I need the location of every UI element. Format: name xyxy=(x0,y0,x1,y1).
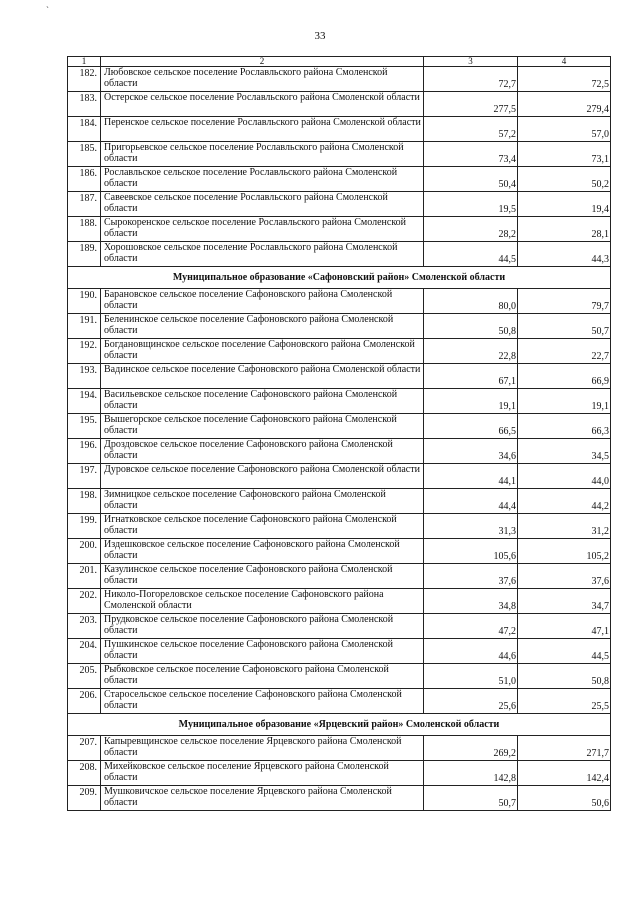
value-col3: 105,6 xyxy=(424,539,518,564)
table-row xyxy=(68,514,611,539)
value-col4: 25,5 xyxy=(518,689,611,714)
row-number: 190. xyxy=(68,289,101,314)
table-row xyxy=(68,539,611,564)
row-number: 199. xyxy=(68,514,101,539)
value-col4: 105,2 xyxy=(518,539,611,564)
settlement-name: Остерское сельское поселение Рославльского района Смоленской области xyxy=(101,92,424,117)
value-col3: 72,7 xyxy=(424,67,518,92)
table-row xyxy=(68,489,611,514)
value-col4: 34,5 xyxy=(518,439,611,464)
value-col4: 34,7 xyxy=(518,589,611,614)
table-row xyxy=(68,314,611,339)
value-col4: 44,5 xyxy=(518,639,611,664)
table-row xyxy=(68,614,611,639)
row-number: 183. xyxy=(68,92,101,117)
value-col3: 44,5 xyxy=(424,242,518,267)
row-number: 209. xyxy=(68,786,101,811)
section-title: Муниципальное образование «Сафоновский район» Смоленской области xyxy=(68,267,611,289)
settlement-name: Старосельское сельское поселение Сафоновского района Смоленской области xyxy=(101,689,424,714)
value-col3: 50,8 xyxy=(424,314,518,339)
value-col4: 31,2 xyxy=(518,514,611,539)
table-row xyxy=(68,192,611,217)
settlement-name: Савеевское сельское поселение Рославльского района Смоленской области xyxy=(101,192,424,217)
value-col4: 44,2 xyxy=(518,489,611,514)
page-number: 33 xyxy=(314,30,326,42)
settlement-name: Вышегорское сельское поселение Сафоновского района Смоленской области xyxy=(101,414,424,439)
value-col4: 79,7 xyxy=(518,289,611,314)
table-row xyxy=(68,761,611,786)
settlement-name: Издешковское сельское поселение Сафоновского района Смоленской области xyxy=(101,539,424,564)
value-col4: 66,9 xyxy=(518,364,611,389)
corner-mark: ` xyxy=(46,5,49,15)
value-col4: 44,3 xyxy=(518,242,611,267)
value-col3: 50,4 xyxy=(424,167,518,192)
value-col4: 279,4 xyxy=(518,92,611,117)
row-number: 208. xyxy=(68,761,101,786)
row-number: 197. xyxy=(68,464,101,489)
value-col3: 22,8 xyxy=(424,339,518,364)
settlement-name: Рыбковское сельское поселение Сафоновского района Смоленской области xyxy=(101,664,424,689)
row-number: 194. xyxy=(68,389,101,414)
settlement-name: Любовское сельское поселение Рославльского района Смоленской области xyxy=(101,67,424,92)
value-col3: 269,2 xyxy=(424,736,518,761)
row-number: 201. xyxy=(68,564,101,589)
value-col3: 57,2 xyxy=(424,117,518,142)
value-col4: 50,6 xyxy=(518,786,611,811)
table-row xyxy=(68,564,611,589)
settlement-name: Мушковичское сельское поселение Ярцевского района Смоленской области xyxy=(101,786,424,811)
table-row xyxy=(68,289,611,314)
settlement-name: Рославльское сельское поселение Рославльского района Смоленской области xyxy=(101,167,424,192)
settlement-name: Богдановщинское сельское поселение Сафоновского района Смоленской области xyxy=(101,339,424,364)
value-col3: 28,2 xyxy=(424,217,518,242)
row-number: 198. xyxy=(68,489,101,514)
row-number: 195. xyxy=(68,414,101,439)
value-col3: 277,5 xyxy=(424,92,518,117)
settlement-name: Перенское сельское поселение Рославльского района Смоленской области xyxy=(101,117,424,142)
settlement-name: Капыревщинское сельское поселение Ярцевского района Смоленской области xyxy=(101,736,424,761)
section-header-row xyxy=(68,267,611,289)
value-col4: 50,7 xyxy=(518,314,611,339)
value-col3: 47,2 xyxy=(424,614,518,639)
row-number: 196. xyxy=(68,439,101,464)
data-table xyxy=(67,56,611,811)
value-col4: 22,7 xyxy=(518,339,611,364)
row-number: 193. xyxy=(68,364,101,389)
row-number: 186. xyxy=(68,167,101,192)
table-row xyxy=(68,92,611,117)
value-col3: 19,1 xyxy=(424,389,518,414)
value-col3: 51,0 xyxy=(424,664,518,689)
row-number: 205. xyxy=(68,664,101,689)
settlement-name: Игнатковское сельское поселение Сафоновского района Смоленской области xyxy=(101,514,424,539)
settlement-name: Сырокоренское сельское поселение Рославльского района Смоленской области xyxy=(101,217,424,242)
section-header-row xyxy=(68,714,611,736)
value-col3: 31,3 xyxy=(424,514,518,539)
table-row xyxy=(68,142,611,167)
row-number: 184. xyxy=(68,117,101,142)
value-col4: 57,0 xyxy=(518,117,611,142)
row-number: 185. xyxy=(68,142,101,167)
value-col4: 72,5 xyxy=(518,67,611,92)
value-col4: 19,1 xyxy=(518,389,611,414)
settlement-name: Пушкинское сельское поселение Сафоновского района Смоленской области xyxy=(101,639,424,664)
row-number: 182. xyxy=(68,67,101,92)
table-row xyxy=(68,639,611,664)
row-number: 207. xyxy=(68,736,101,761)
table-row xyxy=(68,167,611,192)
value-col4: 50,2 xyxy=(518,167,611,192)
settlement-name: Дуровское сельское поселение Сафоновского района Смоленской области xyxy=(101,464,424,489)
value-col4: 50,8 xyxy=(518,664,611,689)
section-title: Муниципальное образование «Ярцевский район» Смоленской области xyxy=(68,714,611,736)
table-row xyxy=(68,364,611,389)
row-number: 203. xyxy=(68,614,101,639)
settlement-name: Васильевское сельское поселение Сафоновского района Смоленской области xyxy=(101,389,424,414)
value-col4: 44,0 xyxy=(518,464,611,489)
settlement-name: Барановское сельское поселение Сафоновского района Смоленской области xyxy=(101,289,424,314)
value-col3: 50,7 xyxy=(424,786,518,811)
row-number: 189. xyxy=(68,242,101,267)
value-col3: 44,1 xyxy=(424,464,518,489)
column-header: 4 xyxy=(518,57,611,67)
value-col3: 73,4 xyxy=(424,142,518,167)
value-col4: 47,1 xyxy=(518,614,611,639)
value-col3: 80,0 xyxy=(424,289,518,314)
value-col4: 19,4 xyxy=(518,192,611,217)
table-row xyxy=(68,242,611,267)
table-row xyxy=(68,439,611,464)
column-header: 3 xyxy=(424,57,518,67)
row-number: 202. xyxy=(68,589,101,614)
value-col3: 44,6 xyxy=(424,639,518,664)
value-col4: 271,7 xyxy=(518,736,611,761)
row-number: 200. xyxy=(68,539,101,564)
table-row xyxy=(68,217,611,242)
settlement-name: Прудковское сельское поселение Сафоновского района Смоленской области xyxy=(101,614,424,639)
value-col4: 66,3 xyxy=(518,414,611,439)
settlement-name: Беленинское сельское поселение Сафоновского района Смоленской области xyxy=(101,314,424,339)
row-number: 187. xyxy=(68,192,101,217)
settlement-name: Вадинское сельское поселение Сафоновского района Смоленской области xyxy=(101,364,424,389)
row-number: 206. xyxy=(68,689,101,714)
table-row xyxy=(68,67,611,92)
settlement-name: Дроздовское сельское поселение Сафоновского района Смоленской области xyxy=(101,439,424,464)
table-row xyxy=(68,464,611,489)
table-row xyxy=(68,389,611,414)
value-col3: 66,5 xyxy=(424,414,518,439)
table-row xyxy=(68,786,611,811)
row-number: 188. xyxy=(68,217,101,242)
value-col3: 34,8 xyxy=(424,589,518,614)
value-col3: 44,4 xyxy=(424,489,518,514)
settlement-name: Николо-Погореловское сельское поселение Сафоновского района Смоленской области xyxy=(101,589,424,614)
value-col3: 37,6 xyxy=(424,564,518,589)
value-col4: 28,1 xyxy=(518,217,611,242)
value-col3: 19,5 xyxy=(424,192,518,217)
value-col3: 142,8 xyxy=(424,761,518,786)
row-number: 191. xyxy=(68,314,101,339)
table-row xyxy=(68,589,611,614)
table-row xyxy=(68,414,611,439)
row-number: 204. xyxy=(68,639,101,664)
settlement-name: Хорошовское сельское поселение Рославльского района Смоленской области xyxy=(101,242,424,267)
settlement-name: Пригорьевское сельское поселение Рославльского района Смоленской области xyxy=(101,142,424,167)
value-col3: 67,1 xyxy=(424,364,518,389)
value-col3: 25,6 xyxy=(424,689,518,714)
settlement-name: Зимницкое сельское поселение Сафоновского района Смоленской области xyxy=(101,489,424,514)
table-row xyxy=(68,664,611,689)
table-row xyxy=(68,736,611,761)
value-col4: 37,6 xyxy=(518,564,611,589)
value-col3: 34,6 xyxy=(424,439,518,464)
column-header: 1 xyxy=(68,57,101,67)
column-header-row xyxy=(68,57,611,67)
table-row xyxy=(68,689,611,714)
value-col4: 73,1 xyxy=(518,142,611,167)
column-header: 2 xyxy=(101,57,424,67)
settlement-name: Михейковское сельское поселение Ярцевского района Смоленской области xyxy=(101,761,424,786)
value-col4: 142,4 xyxy=(518,761,611,786)
settlement-name: Казулинское сельское поселение Сафоновского района Смоленской области xyxy=(101,564,424,589)
table-row xyxy=(68,339,611,364)
table-row xyxy=(68,117,611,142)
row-number: 192. xyxy=(68,339,101,364)
